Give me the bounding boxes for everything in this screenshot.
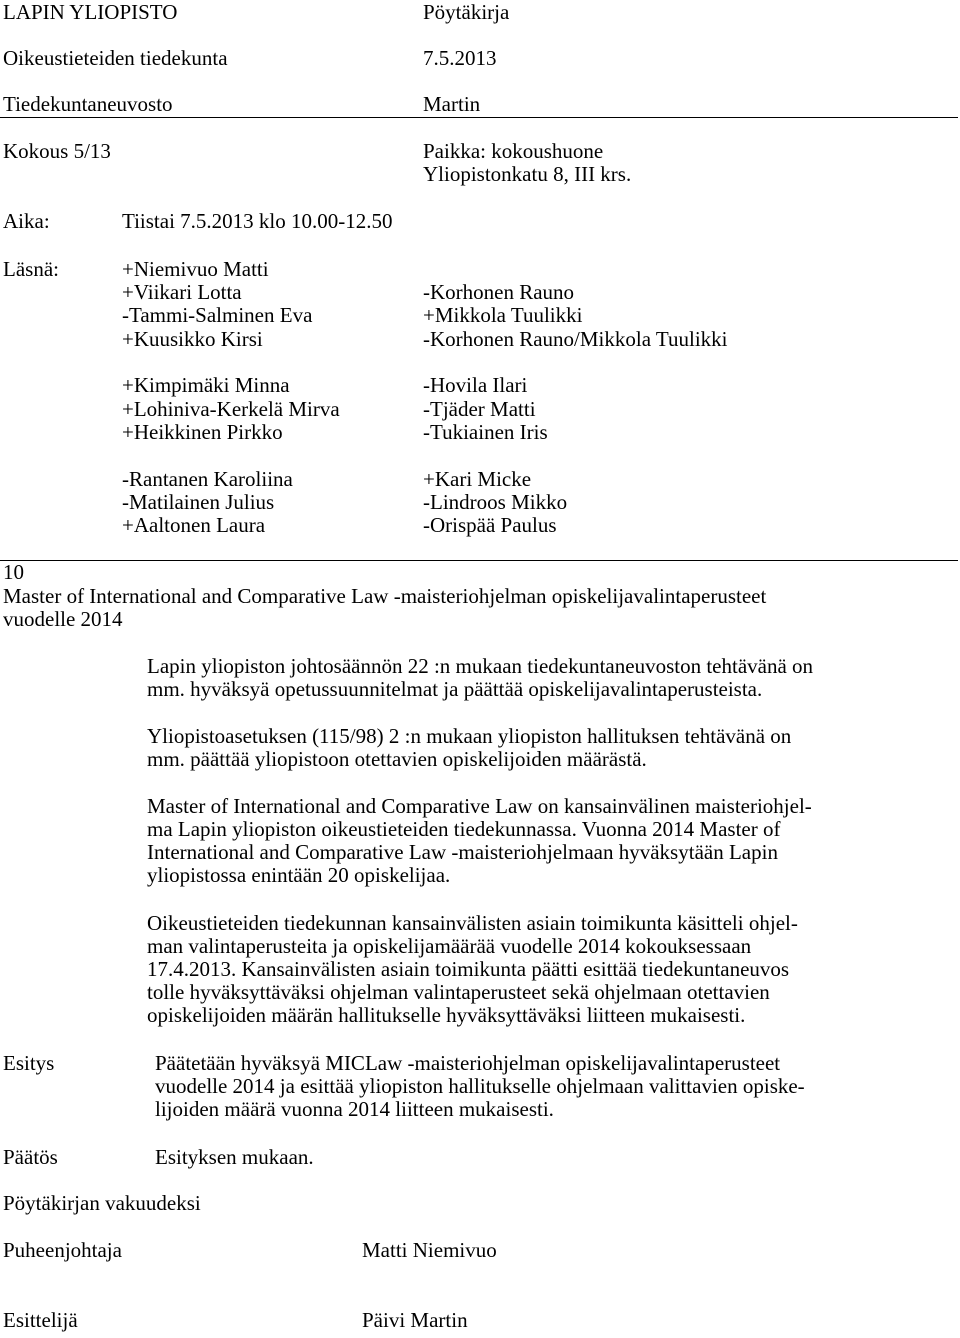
item-title-line: vuodelle 2014	[3, 607, 123, 631]
proposal-text: Päätetään hyväksyä MICLaw -maisteriohjelman opiskelijavalintaperusteet vuodelle 2014 ja esittää yliopiston hallitukselle ohjelmaan valittavien opiske- lijoiden määrä vuonna 2014 liitteen mukaisesti.	[155, 1051, 805, 1121]
faculty-name: Oikeustieteiden tiedekunta	[3, 46, 228, 70]
attendee-right: -Tjäder Matti	[423, 397, 536, 421]
attendee-right: -Korhonen Rauno/Mikkola Tuulikki	[423, 327, 728, 351]
attendance-label: Läsnä:	[3, 257, 59, 281]
presenter-name: Päivi Martin	[362, 1308, 468, 1332]
time-label: Aika:	[3, 209, 50, 233]
decision-label: Päätös	[3, 1145, 58, 1169]
attendee-right: -Korhonen Rauno	[423, 280, 575, 304]
university-name: LAPIN YLIOPISTO	[3, 0, 178, 24]
attendee-left: +Niemivuo Matti	[122, 257, 269, 281]
attendee-right: -Tukiainen Iris	[423, 420, 548, 444]
attendee-left: -Rantanen Karoliina	[122, 467, 293, 491]
item-number: 10	[3, 560, 24, 584]
attendee-left: +Viikari Lotta	[122, 280, 242, 304]
attendee-left: +Kuusikko Kirsi	[122, 327, 263, 351]
minutes-author: Martin	[423, 92, 481, 116]
header-divider	[0, 117, 958, 118]
signatures-title: Pöytäkirjan vakuudeksi	[3, 1191, 201, 1215]
attendee-right: +Kari Micke	[423, 467, 532, 491]
chair-name: Matti Niemivuo	[362, 1238, 497, 1262]
attendee-right: -Orispää Paulus	[423, 513, 557, 537]
time-value: Tiistai 7.5.2013 klo 10.00-12.50	[122, 209, 393, 233]
attendee-left: +Heikkinen Pirkko	[122, 420, 283, 444]
attendee-left: +Aaltonen Laura	[122, 513, 266, 537]
document-type: Pöytäkirja	[423, 0, 510, 24]
meeting-date: 7.5.2013	[423, 46, 497, 70]
paragraph: Lapin yliopiston johtosäännön 22 :n mukaan tiedekuntaneuvoston tehtävänä on mm. hyväksyä opetussuunnitelmat ja päättää opiskelijavalintaperusteista.	[147, 654, 814, 701]
attendee-right: -Lindroos Mikko	[423, 490, 568, 514]
attendee-left: +Kimpimäki Minna	[122, 373, 290, 397]
meeting-number: Kokous 5/13	[3, 139, 111, 163]
meeting-place-line1: Paikka: kokoushuone	[423, 139, 604, 163]
chair-label: Puheenjohtaja	[3, 1238, 122, 1262]
item-title-line: Master of International and Comparative Law -maisteriohjelman opiskelijavalintaperusteet	[3, 584, 767, 608]
paragraph: Oikeustieteiden tiedekunnan kansainvälisten asiain toimikunta käsitteli ohjel- man valintaperusteita ja opiskelijamäärää vuodelle 2014 kokouksessaan 17.4.2013. Kansainvälisten asiain toimikunta päätti esittää tiedekuntaneuvos tolle hyväksyttäväksi ohjelman valintaperusteet sekä ohjelmaan otettavien opiskelijoiden määrän hallitukselle hyväksyttäväksi liitteen mukaisesti.	[147, 911, 798, 1027]
meeting-place-line2: Yliopistonkatu 8, III krs.	[423, 162, 632, 186]
proposal-label: Esitys	[3, 1051, 55, 1075]
governing-body: Tiedekuntaneuvosto	[3, 92, 173, 116]
item-title	[3, 585, 957, 608]
attendee-left: -Tammi-Salminen Eva	[122, 303, 313, 327]
attendee-right: +Mikkola Tuulikki	[423, 303, 583, 327]
paragraph: Yliopistoasetuksen (115/98) 2 :n mukaan yliopiston hallituksen tehtävänä on mm. päättää yliopistoon otettavien opiskelijoiden määrästä.	[147, 724, 792, 771]
attendee-left: +Lohiniva-Kerkelä Mirva	[122, 397, 340, 421]
item-divider	[0, 560, 958, 561]
decision-value: Esityksen mukaan.	[155, 1145, 314, 1169]
paragraph: Master of International and Comparative Law on kansainvälinen maisteriohjel- ma Lapin yliopiston oikeustieteiden tiedekunnassa. Vuonna 2014 Master of International and Comparative Law -maisteriohjelmaan hyväksytään Lapin yliopistossa enintään 20 opiskelijaa.	[147, 794, 812, 887]
presenter-label: Esittelijä	[3, 1308, 78, 1332]
attendee-right: -Hovila Ilari	[423, 373, 528, 397]
attendee-left: -Matilainen Julius	[122, 490, 275, 514]
